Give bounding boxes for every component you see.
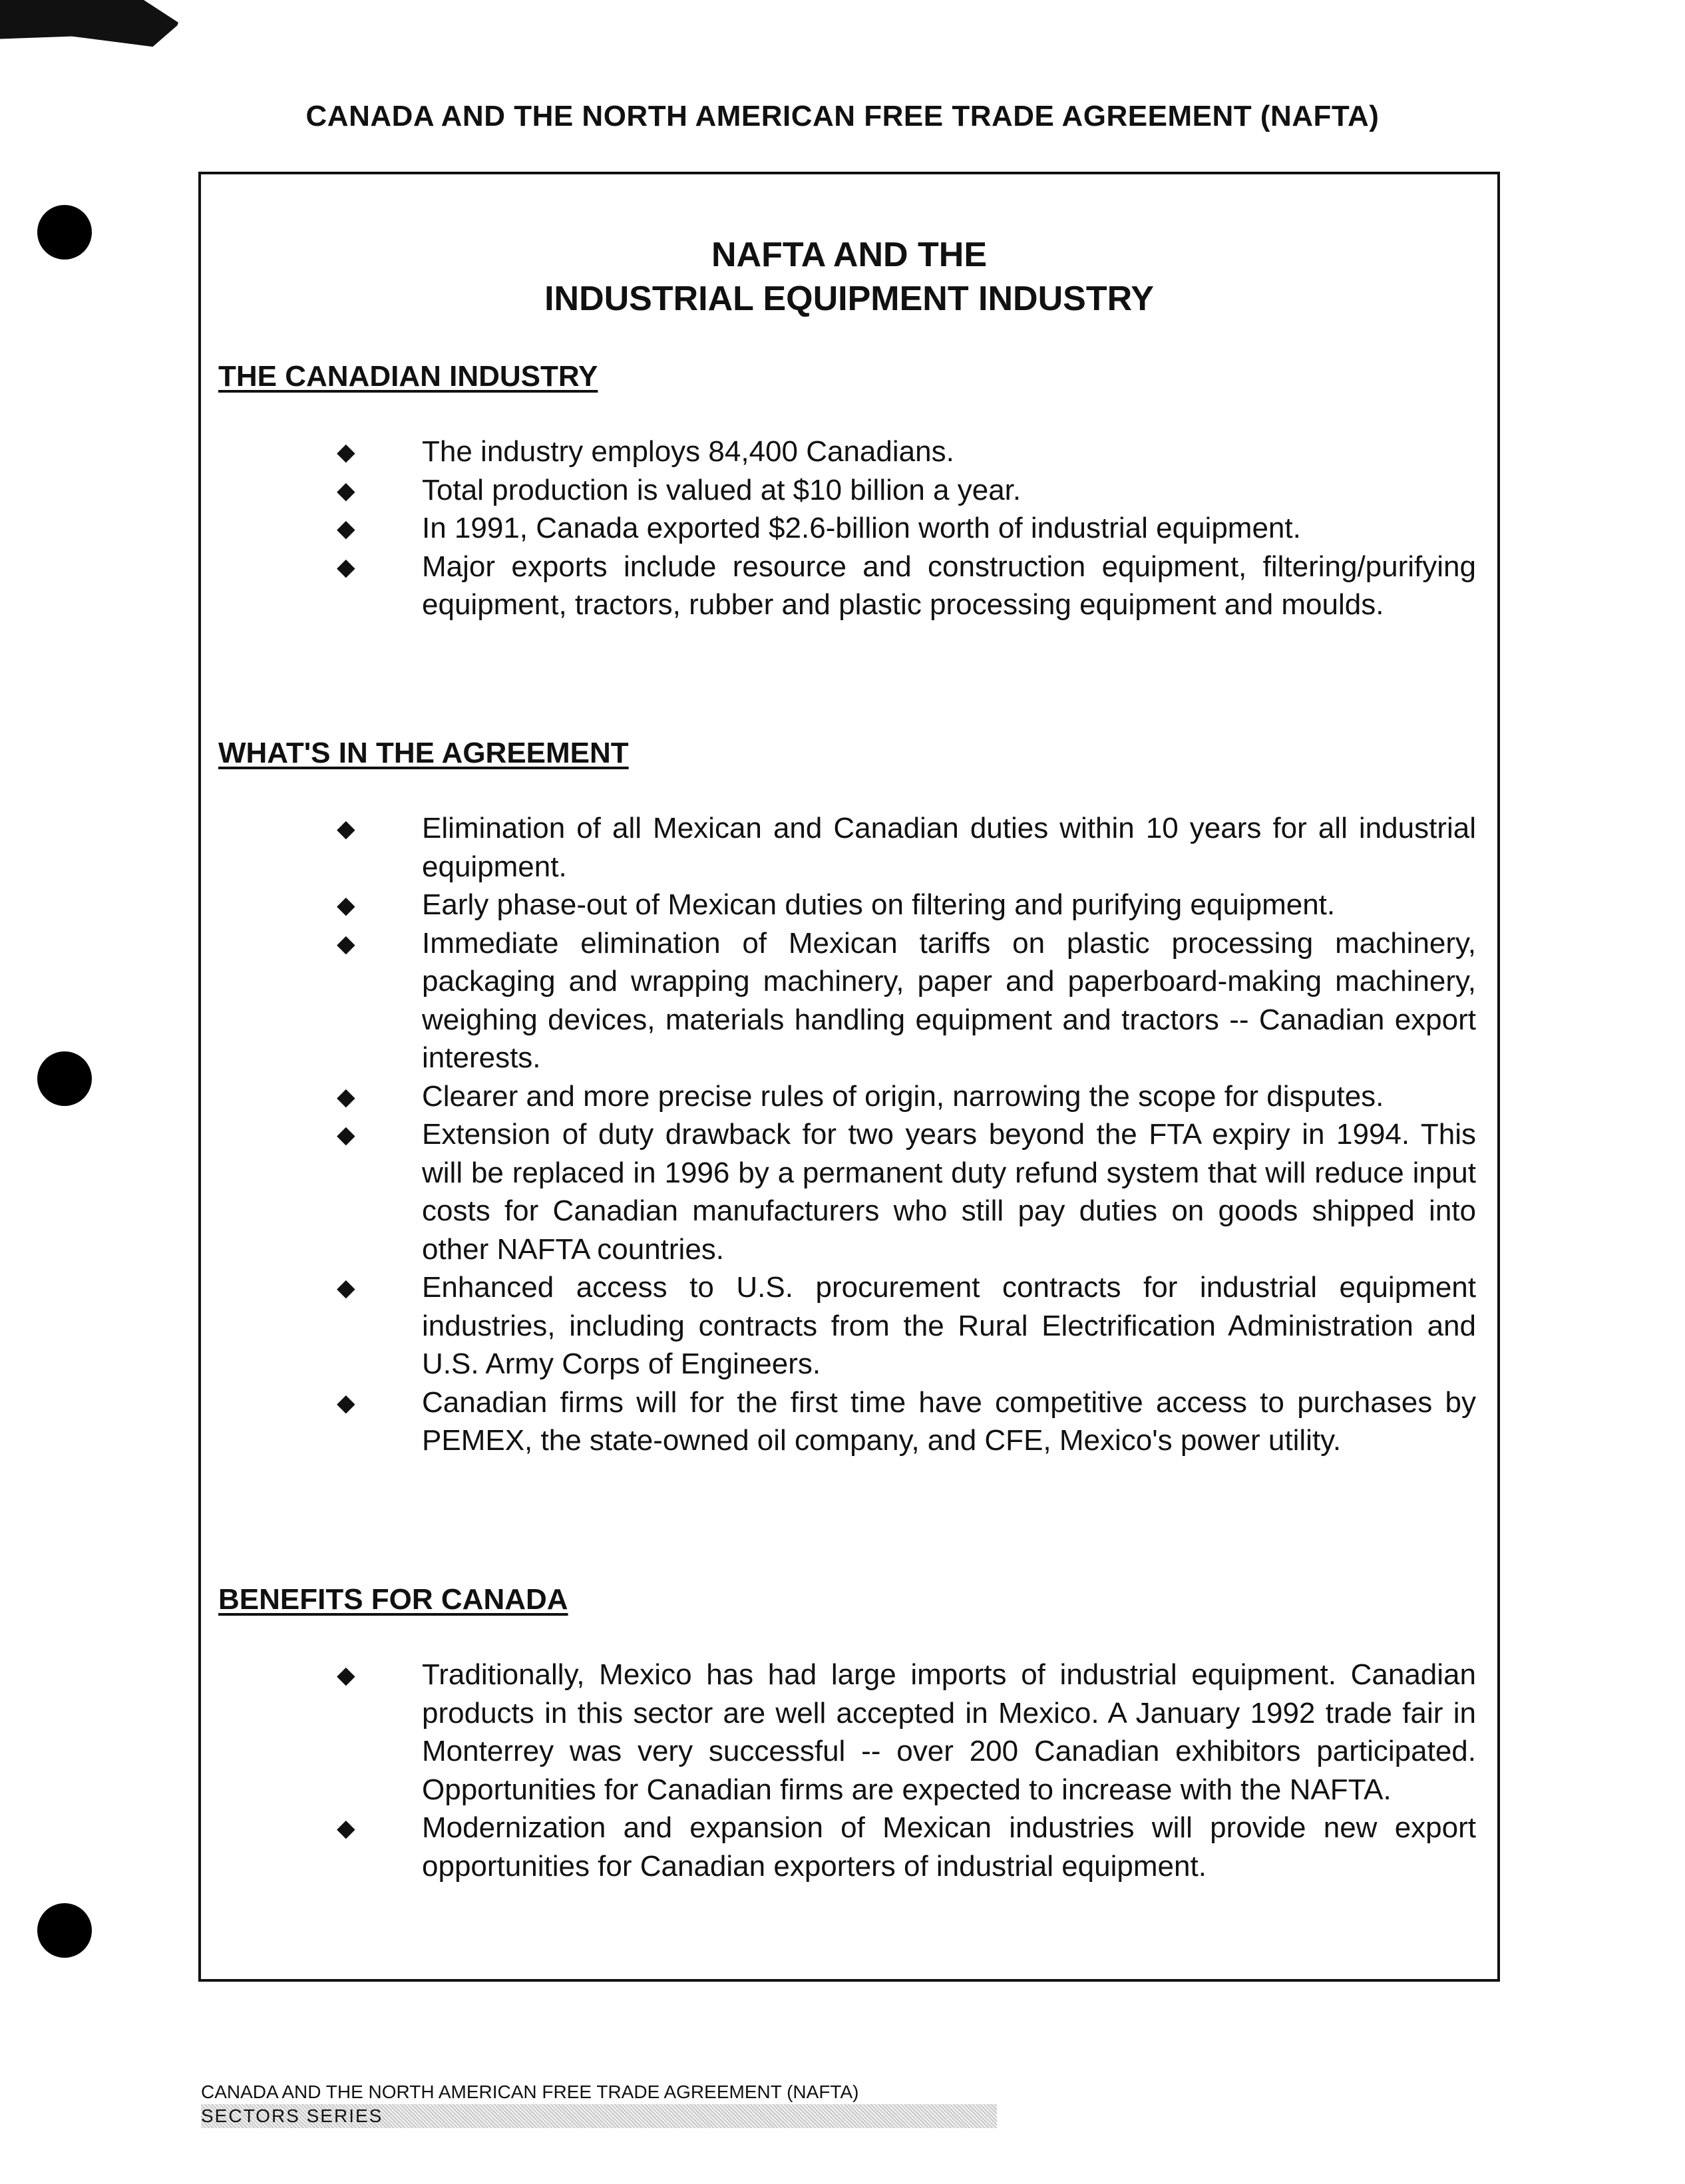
list-item bbox=[218, 1383, 1480, 1460]
list-item-text: Total production is valued at $10 billion a year. bbox=[422, 473, 1022, 506]
list-item bbox=[218, 1656, 1480, 1809]
list-item bbox=[218, 924, 1480, 1077]
document-header: CANADA AND THE NORTH AMERICAN FREE TRADE AGREEMENT (NAFTA) bbox=[305, 100, 1380, 132]
box-title-line-2: INDUSTRIAL EQUIPMENT INDUSTRY bbox=[544, 279, 1154, 318]
list-item bbox=[218, 809, 1480, 886]
content-box bbox=[198, 172, 1500, 1982]
list-item-text: Elimination of all Mexican and Canadian duties within 10 years for all industrial equipment. bbox=[422, 812, 1476, 883]
diamond-bullet-icon: ◆ bbox=[337, 476, 355, 504]
diamond-bullet-icon: ◆ bbox=[337, 552, 355, 580]
page-footer bbox=[201, 2080, 997, 2128]
footer-title: CANADA AND THE NORTH AMERICAN FREE TRADE AGREEMENT (NAFTA) bbox=[201, 2082, 859, 2102]
section-benefits-for-canada bbox=[218, 1581, 1480, 1885]
box-title bbox=[201, 233, 1497, 321]
section-heading: BENEFITS FOR CANADA bbox=[218, 1583, 568, 1616]
bullet-list bbox=[218, 1656, 1480, 1885]
diamond-bullet-icon: ◆ bbox=[337, 514, 355, 542]
box-title-line-1: NAFTA AND THE bbox=[711, 236, 988, 274]
diamond-bullet-icon: ◆ bbox=[337, 1388, 355, 1416]
list-item bbox=[218, 471, 1480, 510]
diamond-bullet-icon: ◆ bbox=[337, 891, 355, 918]
list-item bbox=[218, 1115, 1480, 1268]
list-item bbox=[218, 1268, 1480, 1383]
section-heading: WHAT'S IN THE AGREEMENT bbox=[218, 737, 629, 769]
list-item-text: Canadian firms will for the first time have competitive access to purchases by PEMEX, the state-owned oil company, and CFE, Mexico's power utility. bbox=[422, 1385, 1476, 1457]
list-item bbox=[218, 433, 1480, 471]
list-item-text: Traditionally, Mexico has had large imports of industrial equipment. Canadian products in this sector are well accepted in Mexico. A January 1992 trade fair in Monterrey was very successful -- over 200 Canadian exhibitors participated. Opportunities for Canadian firms are expected to increase with the NAFTA. bbox=[422, 1658, 1476, 1806]
list-item-text: Immediate elimination of Mexican tariffs on plastic processing machinery, packaging and wrapping machinery, paper and paperboard-making machinery, weighing devices, materials handling equipment and tractors -- Canadian export interests. bbox=[422, 926, 1476, 1074]
section-canadian-industry bbox=[218, 358, 1480, 624]
bullet-list bbox=[218, 809, 1480, 1460]
list-item-text: The industry employs 84,400 Canadians. bbox=[422, 435, 954, 468]
list-item bbox=[218, 886, 1480, 924]
list-item-text: Extension of duty drawback for two years beyond the FTA expiry in 1994. This will be replaced in 1996 by a permanent duty refund system that will reduce input costs for Canadian manufacturers who still pay duties on goods shipped into other NAFTA countries. bbox=[422, 1118, 1476, 1266]
diamond-bullet-icon: ◆ bbox=[337, 438, 355, 465]
list-item-text: Enhanced access to U.S. procurement contracts for industrial equipment industries, including contracts from the Rural Electrification Administration and U.S. Army Corps of Engineers. bbox=[422, 1271, 1476, 1380]
diamond-bullet-icon: ◆ bbox=[337, 1121, 355, 1148]
diamond-bullet-icon: ◆ bbox=[337, 815, 355, 842]
section-heading: THE CANADIAN INDUSTRY bbox=[218, 360, 598, 393]
list-item bbox=[218, 548, 1480, 624]
list-item-text: In 1991, Canada exported $2.6-billion worth of industrial equipment. bbox=[422, 512, 1301, 544]
bullet-list bbox=[218, 433, 1480, 624]
list-item-text: Early phase-out of Mexican duties on filtering and purifying equipment. bbox=[422, 888, 1336, 921]
footer-series-label: SECTORS SERIES bbox=[201, 2104, 997, 2128]
diamond-bullet-icon: ◆ bbox=[337, 1082, 355, 1110]
diamond-bullet-icon: ◆ bbox=[337, 1274, 355, 1301]
diamond-bullet-icon: ◆ bbox=[337, 1661, 355, 1688]
list-item-text: Major exports include resource and construction equipment, filtering/purifying equipment, tractors, rubber and plastic processing equipment and moulds. bbox=[422, 550, 1476, 621]
list-item bbox=[218, 1077, 1480, 1116]
scan-corner-mark bbox=[0, 0, 180, 52]
punch-hole-bottom bbox=[37, 1903, 92, 1958]
punch-hole-middle bbox=[37, 1051, 92, 1106]
list-item bbox=[218, 509, 1480, 548]
list-item-text: Modernization and expansion of Mexican industries will provide new export opportunities for Canadian exporters of industrial equipment. bbox=[422, 1811, 1476, 1883]
list-item bbox=[218, 1809, 1480, 1885]
diamond-bullet-icon: ◆ bbox=[337, 1814, 355, 1841]
section-whats-in-agreement bbox=[218, 735, 1480, 1460]
diamond-bullet-icon: ◆ bbox=[337, 929, 355, 957]
punch-hole-top bbox=[37, 205, 92, 260]
list-item-text: Clearer and more precise rules of origin, narrowing the scope for disputes. bbox=[422, 1079, 1384, 1113]
